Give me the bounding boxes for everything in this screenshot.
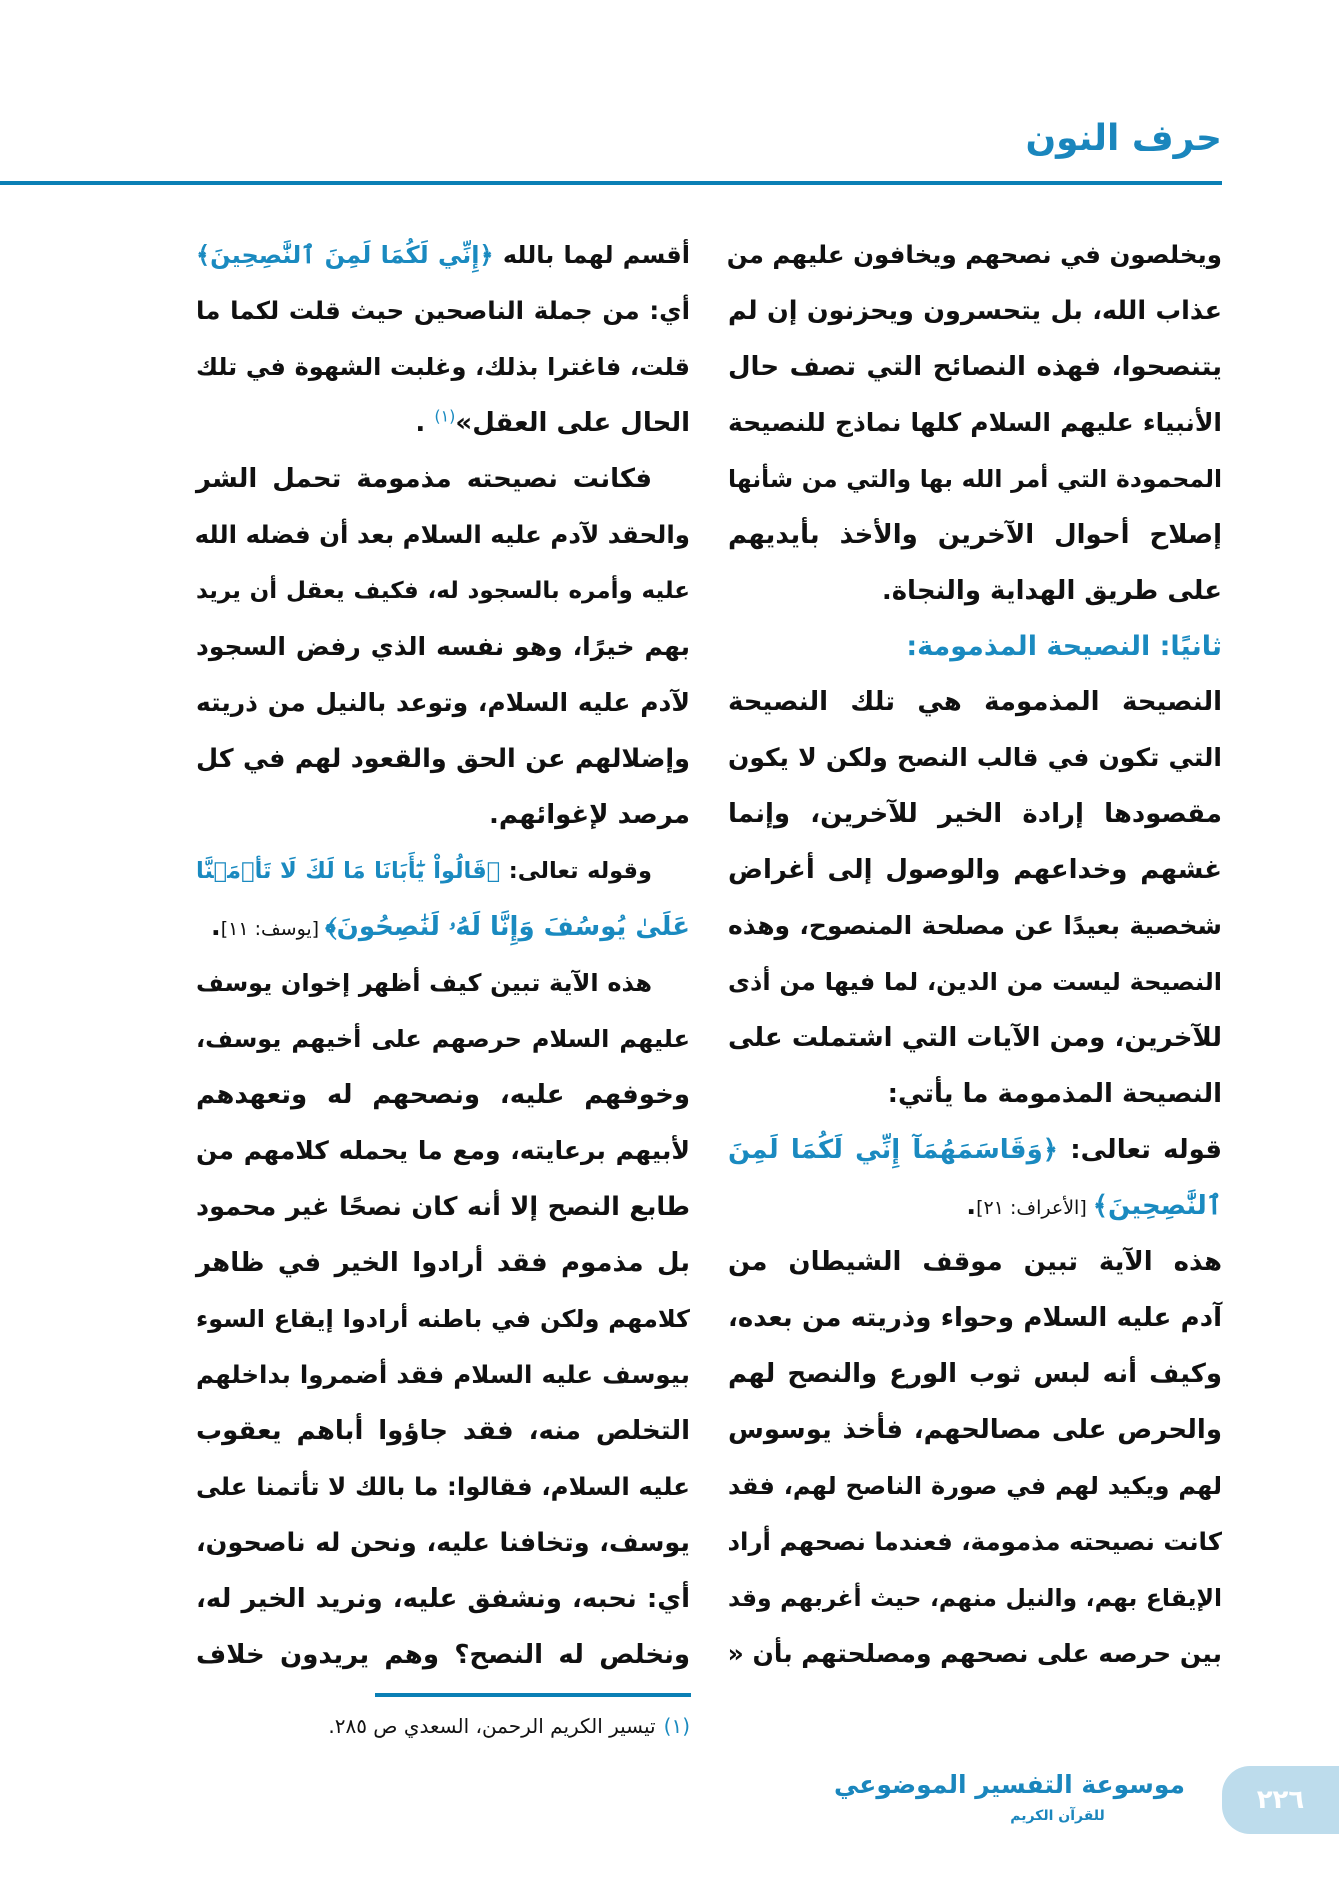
text-segment: أقسم لهما بالله	[493, 241, 690, 269]
text-segment: التي تكون في قالب النصح ولكن لا يكون	[728, 743, 1222, 772]
text-line	[196, 339, 690, 395]
text-line	[196, 1067, 690, 1123]
text-segment: فكانت نصيحته مذمومة تحمل الشر	[196, 464, 652, 494]
text-segment: يتنصحوا، فهذه النصائح التي تصف حال	[728, 352, 1222, 382]
text-segment: وقوله تعالى:	[500, 858, 652, 884]
text-segment: مرصد لإغوائهم.	[489, 800, 690, 830]
header-divider	[0, 181, 1222, 185]
text-line	[728, 674, 1222, 730]
footnote-marker: (١)	[663, 1714, 690, 1738]
quran-verse: ﴿قَالُواْ يَٰٓأَبَانَا مَا لَكَ لَا تَأۡمَ۬نَّا	[196, 858, 501, 884]
text-segment: .	[415, 408, 435, 438]
text-line	[728, 507, 1222, 563]
text-segment: ثانيًا: النصيحة المذمومة:	[906, 631, 1222, 662]
text-segment: عذاب الله، بل يتحسرون ويحزنون إن لم	[728, 296, 1222, 326]
text-line	[728, 1458, 1222, 1514]
text-line	[196, 507, 690, 563]
text-line	[728, 339, 1222, 395]
text-segment: ويخلصون في نصحهم ويخافون عليهم من	[726, 240, 1222, 269]
text-line	[728, 1402, 1222, 1458]
text-line	[196, 451, 690, 507]
footnote-text: تيسير الكريم الرحمن، السعدي ص ٢٨٥.	[328, 1714, 656, 1738]
text-segment: المحمودة التي أمر الله بها والتي من شأنها	[728, 465, 1222, 493]
text-line	[728, 730, 1222, 786]
text-line	[196, 1515, 690, 1571]
text-segment: هذه الآية تبين كيف أظهر إخوان يوسف	[196, 969, 652, 997]
text-segment: بين حرصه على نصحهم ومصلحتهم بأن «	[727, 1639, 1222, 1668]
text-segment: عليه السلام، فقالوا: ما بالك لا تأتمنا على	[196, 1472, 690, 1501]
text-segment: إصلاح أحوال الآخرين والأخذ بأيديهم	[728, 520, 1222, 550]
text-segment: وكيف أنه لبس ثوب الورع والنصح لهم	[728, 1359, 1222, 1389]
text-line	[196, 1011, 690, 1067]
text-line	[196, 1179, 690, 1235]
text-line	[196, 787, 690, 843]
text-segment: لهم ويكيد لهم في صورة الناصح لهم، فقد	[728, 1472, 1222, 1500]
text-line	[196, 1123, 690, 1179]
quran-verse: ٱلنَّٰصِحِينَ﴾	[1092, 1191, 1222, 1221]
text-line	[196, 619, 690, 675]
text-segment: بهم خيرًا، وهو نفسه الذي رفض السجود	[196, 632, 690, 661]
left-column	[196, 227, 690, 1683]
text-line	[196, 675, 690, 731]
text-segment: بل مذموم فقد أرادوا الخير في ظاهر	[196, 1248, 690, 1278]
text-segment: أي: نحبه، ونشفق عليه، ونريد الخير له،	[196, 1584, 690, 1614]
text-segment: كانت نصيحته مذمومة، فعندما نصحهم أراد	[727, 1527, 1222, 1556]
text-line	[728, 1010, 1222, 1066]
text-segment: والحرص على مصالحهم، فأخذ يوسوس	[728, 1415, 1222, 1445]
text-line	[728, 1346, 1222, 1402]
text-line	[728, 842, 1222, 898]
page-number: ٢٢٦	[1222, 1766, 1339, 1834]
text-line	[728, 395, 1222, 451]
text-segment: طابع النصح إلا أنه كان نصحًا غير محمود	[196, 1192, 690, 1222]
text-segment: النصيحة المذمومة ما يأتي:	[887, 1079, 1222, 1109]
text-line	[728, 451, 1222, 507]
text-line	[196, 955, 690, 1011]
text-segment: النصيحة ليست من الدين، لما فيها من أذى	[728, 968, 1222, 996]
text-segment: هذه الآية تبين موقف الشيطان من	[728, 1247, 1222, 1277]
text-line	[728, 1570, 1222, 1626]
text-line	[728, 1122, 1222, 1178]
text-line	[728, 1066, 1222, 1122]
text-segment: والحقد لآدم عليه السلام بعد أن فضله الله	[194, 520, 690, 549]
text-line	[196, 1403, 690, 1459]
text-segment: الحال على العقل»	[455, 408, 690, 438]
text-segment: الأنبياء عليهم السلام كلها نماذج للنصيحة	[728, 408, 1222, 437]
text-segment: عليه وأمره بالسجود له، فكيف يعقل أن يريد	[196, 578, 690, 604]
encyclopedia-logo	[833, 1765, 1185, 1845]
text-line	[196, 227, 690, 283]
text-line	[196, 1571, 690, 1627]
text-segment: يوسف، وتخافنا عليه، ونحن له ناصحون،	[196, 1528, 690, 1558]
text-line	[196, 1235, 690, 1291]
text-segment: الإيقاع بهم، والنيل منهم، حيث أغربهم وقد	[728, 1584, 1222, 1612]
text-line	[196, 1291, 690, 1347]
text-line	[196, 395, 690, 451]
text-segment: قوله تعالى:	[1057, 1135, 1223, 1165]
text-line	[728, 898, 1222, 954]
text-segment: التخلص منه، فقد جاؤوا أباهم يعقوب	[196, 1416, 690, 1446]
text-line	[728, 786, 1222, 842]
text-line	[728, 1626, 1222, 1682]
text-line	[196, 1459, 690, 1515]
text-line	[728, 1514, 1222, 1570]
quran-verse: ﴿إِنِّي لَكُمَا لَمِنَ ٱلنَّٰصِحِينَ﴾	[196, 241, 494, 269]
text-segment: للآخرين، ومن الآيات التي اشتملت على	[728, 1023, 1222, 1053]
verse-reference: [الأعراف: ٢١]	[976, 1197, 1093, 1219]
text-line	[728, 283, 1222, 339]
text-segment: لأبيهم برعايته، ومع ما يحمله كلامهم من	[196, 1136, 690, 1165]
text-segment: وإضلالهم عن الحق والقعود لهم في كل	[196, 744, 690, 774]
logo-subtitle: للقرآن الكريم	[1010, 1808, 1105, 1824]
text-segment: آدم عليه السلام وحواء وذريته من بعده،	[728, 1303, 1222, 1333]
text-segment: على طريق الهداية والنجاة.	[881, 576, 1222, 606]
text-segment: مقصودها إرادة الخير للآخرين، وإنما	[728, 799, 1222, 829]
text-line	[196, 1627, 690, 1683]
text-segment: غشهم وخداعهم والوصول إلى أغراض	[728, 855, 1222, 885]
quran-verse: عَلَىٰ يُوسُفَ وَإِنَّا لَهُۥ لَنَٰصِحُونَ﴾	[325, 912, 690, 942]
text-line	[728, 1234, 1222, 1290]
text-segment: عليهم السلام حرصهم على أخيهم يوسف،	[196, 1025, 690, 1053]
quran-verse: ﴿وَقَاسَمَهُمَآ إِنِّي لَكُمَا لَمِنَ	[728, 1135, 1058, 1165]
text-line	[728, 1290, 1222, 1346]
text-segment: بيوسف عليه السلام فقد أضمروا بداخلهم	[196, 1360, 690, 1389]
text-line	[728, 227, 1222, 283]
text-segment: لآدم عليه السلام، وتوعد بالنيل من ذريته	[196, 688, 690, 717]
text-segment: أي: من جملة الناصحين حيث قلت لكما ما	[196, 296, 690, 325]
text-line	[196, 843, 690, 899]
text-segment: .	[210, 912, 221, 942]
text-line	[196, 731, 690, 787]
text-segment: كلامهم ولكن في باطنه أرادوا إيقاع السوء	[196, 1305, 690, 1333]
text-segment: شخصية بعيدًا عن مصلحة المنصوح، وهذه	[728, 911, 1222, 940]
text-line	[196, 563, 690, 619]
text-segment: وخوفهم عليه، ونصحهم له وتعهدهم	[196, 1080, 690, 1110]
right-column	[728, 227, 1222, 1682]
text-segment: ونخلص له النصح؟ وهم يريدون خلاف	[196, 1640, 690, 1670]
verse-reference: [يوسف: ١١]	[220, 918, 326, 940]
chapter-title: حرف النون	[1025, 118, 1222, 159]
logo-title: موسوعة التفسير الموضوعي	[833, 1770, 1185, 1799]
text-line	[728, 1178, 1222, 1234]
footnote-divider	[375, 1693, 691, 1697]
text-segment: قلت، فاغترا بذلك، وغلبت الشهوة في تلك	[196, 353, 690, 381]
text-line	[196, 283, 690, 339]
text-line	[196, 899, 690, 955]
footnote-reference[interactable]: (١)	[434, 406, 456, 426]
footnote	[196, 1708, 690, 1744]
text-line	[196, 1347, 690, 1403]
text-segment: .	[966, 1191, 977, 1221]
text-segment: النصيحة المذمومة هي تلك النصيحة	[728, 687, 1222, 717]
text-line	[728, 954, 1222, 1010]
